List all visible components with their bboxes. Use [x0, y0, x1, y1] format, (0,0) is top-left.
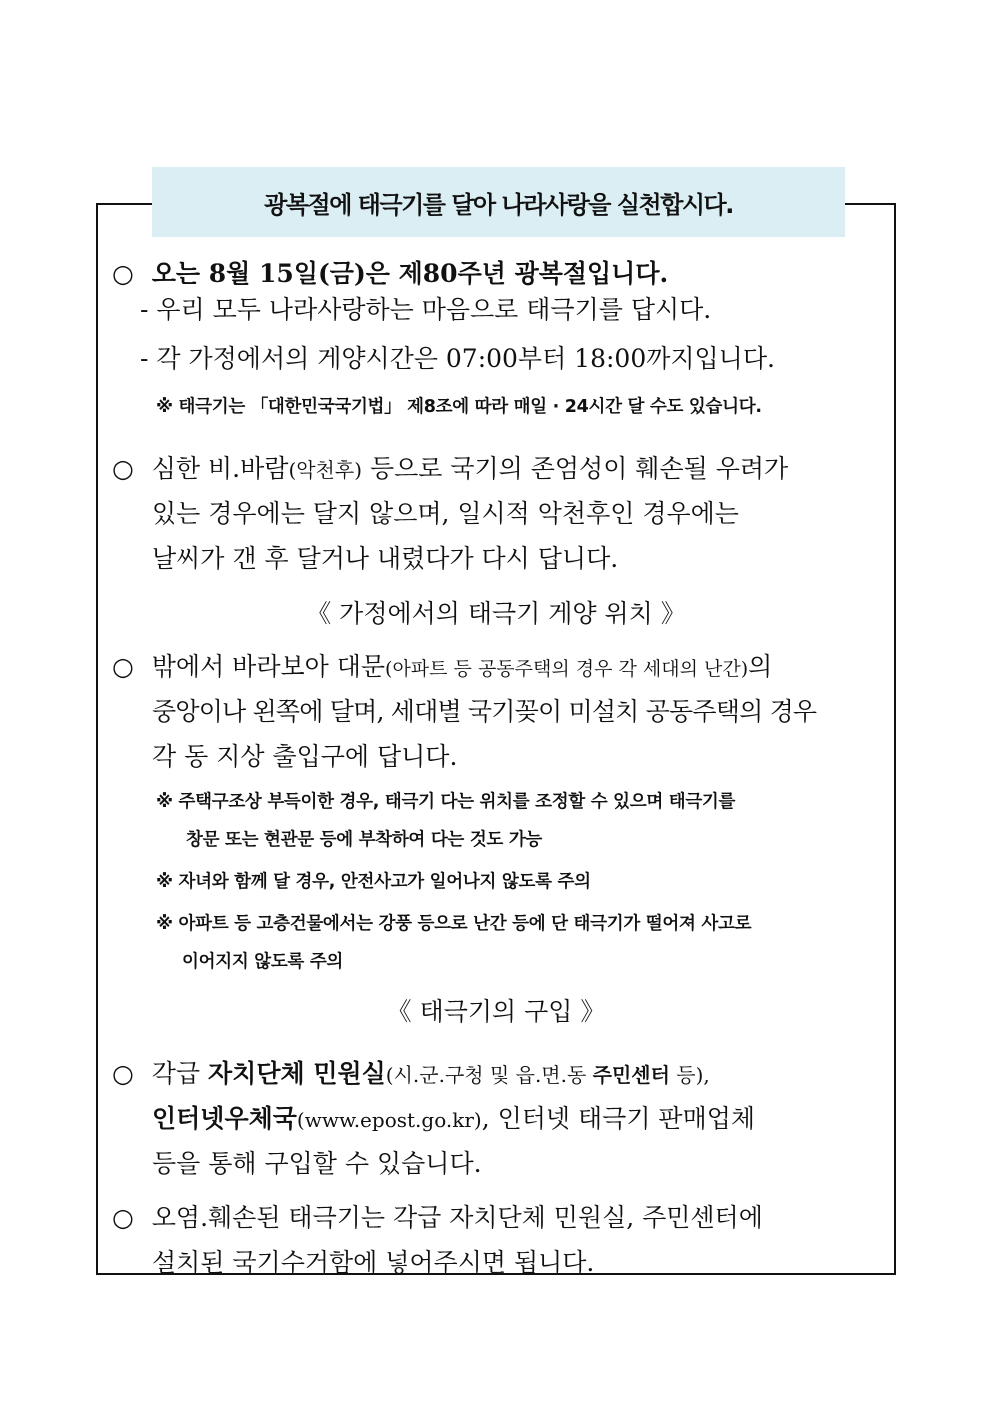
section3-line2: 중앙이나 왼쪽에 달며, 세대별 국기꽂이 미설치 공동주택의 경우 [152, 697, 817, 726]
section3-note1b: 창문 또는 현관문 등에 부착하여 다는 것도 가능 [186, 830, 543, 850]
bullet-circle: ○ [112, 1203, 134, 1232]
section2-line2: 있는 경우에는 달지 않으며, 일시적 악천후인 경우에는 [152, 499, 739, 528]
section4-line2 [152, 1099, 755, 1135]
section2-text-b: 등으로 국기의 존엄성이 훼손될 우려가 [362, 454, 789, 483]
section3-note2: ※ 자녀와 함께 달 경우, 안전사고가 일어나지 않도록 주의 [156, 872, 591, 892]
section5-text: 오염.훼손된 태극기는 각급 자치단체 민원실, 주민센터에 [151, 1203, 763, 1232]
section5-line2: 설치된 국기수거함에 넣어주시면 됩니다. [152, 1248, 595, 1277]
section3-note3a: ※ 아파트 등 고층건물에서는 강풍 등으로 난간 등에 단 태극기가 떨어져 사고로 [156, 914, 752, 934]
bullet-circle: ○ [112, 652, 134, 681]
section2-line3: 날씨가 갠 후 달거나 내렸다가 다시 답니다. [152, 544, 619, 573]
section4-bold1: 자치단체 민원실 [208, 1059, 386, 1088]
section1-text: 오는 8월 15일(금)은 제80주년 광복절입니다. [151, 259, 669, 288]
section3-note3b: 이어지지 않도록 주의 [182, 952, 344, 972]
section4-bold2: 주민센터 [592, 1063, 670, 1087]
section4-pre: 각급 [151, 1059, 209, 1088]
section1-dash1: - 우리 모두 나라사랑하는 마음으로 태극기를 답시다. [140, 295, 712, 324]
section4-small2: 등), [669, 1063, 710, 1087]
heading-location: 《 가정에서의 태극기 게양 위치 》 [306, 599, 686, 628]
section3-line1 [112, 647, 772, 683]
heading-purchase: 《 태극기의 구입 》 [386, 997, 606, 1026]
page-title: 광복절에 태극기를 달아 나라사랑을 실천합시다. [152, 167, 845, 237]
section3-line3: 각 동 지상 출입구에 답니다. [152, 742, 458, 771]
section3-text-a: 밖에서 바라보아 대문 [151, 652, 386, 681]
section3-text-small: (아파트 등 공동주택의 경우 각 세대의 난간) [385, 658, 749, 680]
section4-url: (www.epost.go.kr) [296, 1108, 482, 1132]
bullet-circle: ○ [112, 1059, 134, 1088]
section3-text-b: 의 [748, 652, 773, 681]
section1-dash2: - 각 가정에서의 게양시간은 07:00부터 18:00까지입니다. [140, 344, 775, 373]
bullet-circle: ○ [112, 454, 134, 483]
bullet-circle: ○ [112, 259, 134, 288]
section1-line1 [112, 254, 668, 290]
section4-small1: (시.군.구청 및 읍.면.동 [385, 1063, 593, 1087]
section4-rest: , 인터넷 태극기 판매업체 [481, 1104, 756, 1133]
section1-note: ※ 태극기는 「대한민국국기법」 제8조에 따라 매일 · 24시간 달 수도 있습니다. [156, 397, 762, 417]
section2-text-small: (악천후) [288, 458, 363, 482]
section4-line1 [112, 1054, 710, 1090]
section2-text-a: 심한 비.바람 [151, 454, 289, 483]
section2-line1 [112, 449, 788, 485]
section4-line3: 등을 통해 구입할 수 있습니다. [152, 1149, 482, 1178]
section3-note1a: ※ 주택구조상 부득이한 경우, 태극기 다는 위치를 조정할 수 있으며 태극기를 [156, 792, 736, 812]
section4-bold3: 인터넷우체국 [152, 1104, 297, 1133]
section5-line1 [112, 1198, 763, 1234]
